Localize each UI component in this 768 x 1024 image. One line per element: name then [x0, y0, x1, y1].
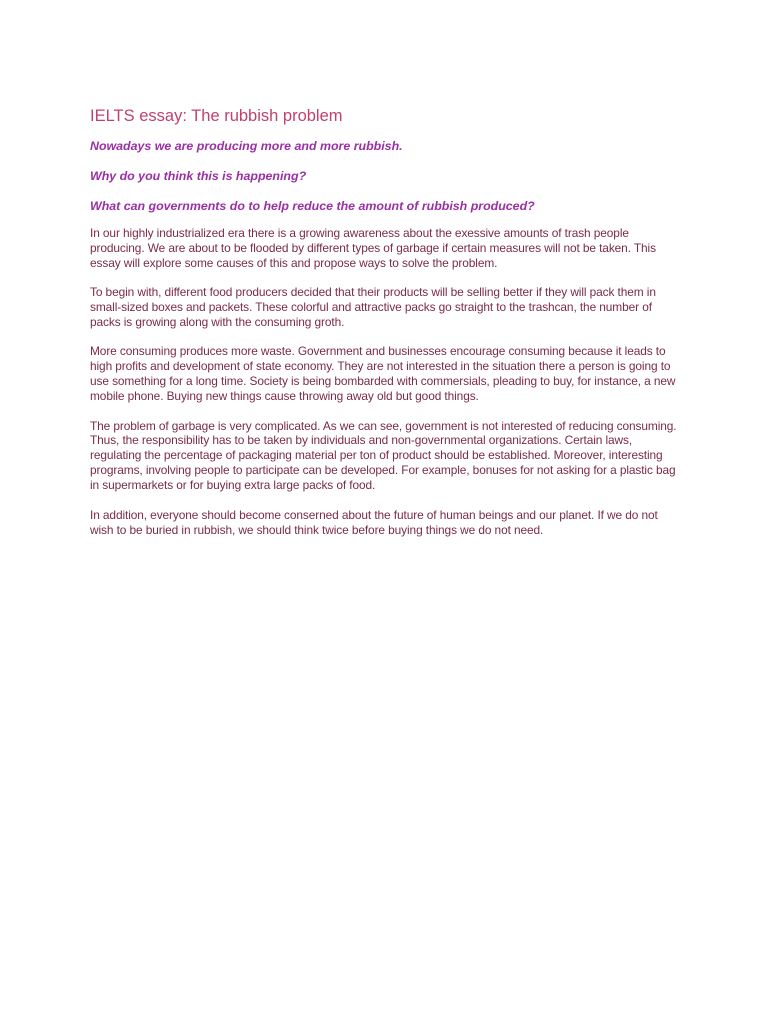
essay-paragraph-solutions: The problem of garbage is very complicated. As we can see, government is not interested of reducing consuming. Thus, the responsibility has to be taken by individuals and non-governmental organizations. Certain laws, regulating the percentage of packaging material per ton of product should be established. Moreover, interesting programs, involving people to participate can be developed. For example, bonuses for not asking for a plastic bag in supermarkets or for buying extra large packs of food. [90, 418, 677, 493]
essay-prompt-2: Why do you think this is happening? [90, 169, 307, 183]
essay-prompt-3: What can governments do to help reduce the amount of rubbish produced? [90, 199, 535, 213]
essay-title: IELTS essay: The rubbish problem [90, 107, 343, 125]
essay-paragraph-conclusion: In addition, everyone should become conserned about the future of human beings and our planet. If we do not wish to be buried in rubbish, we should think twice before buying things we do not need. [90, 507, 658, 537]
essay-paragraph-packaging: To begin with, different food producers decided that their products will be selling better if they will pack them in small-sized boxes and packets. These colorful and attractive packs go straight to the trashcan, the number of packs is growing along with the consuming groth. [90, 285, 656, 330]
document-page [90, 105, 682, 552]
essay-paragraph-consumption: More consuming produces more waste. Government and businesses encourage consuming because it leads to high profits and development of state economy. They are not interested in the situation there a person is going to use something for a long time. Society is being bombarded with commersials, pleading to buy, for instance, a new mobile phone. Buying new things cause throwing away old but good things. [90, 344, 676, 404]
essay-prompt-1: Nowadays we are producing more and more rubbish. [90, 139, 403, 153]
essay-paragraph-intro: In our highly industrialized era there is a growing awareness about the exessive amounts of trash people producing. We are about to be flooded by different types of garbage if certain measures will not be taken. This essay will explore some causes of this and propose ways to solve the problem. [90, 226, 656, 270]
